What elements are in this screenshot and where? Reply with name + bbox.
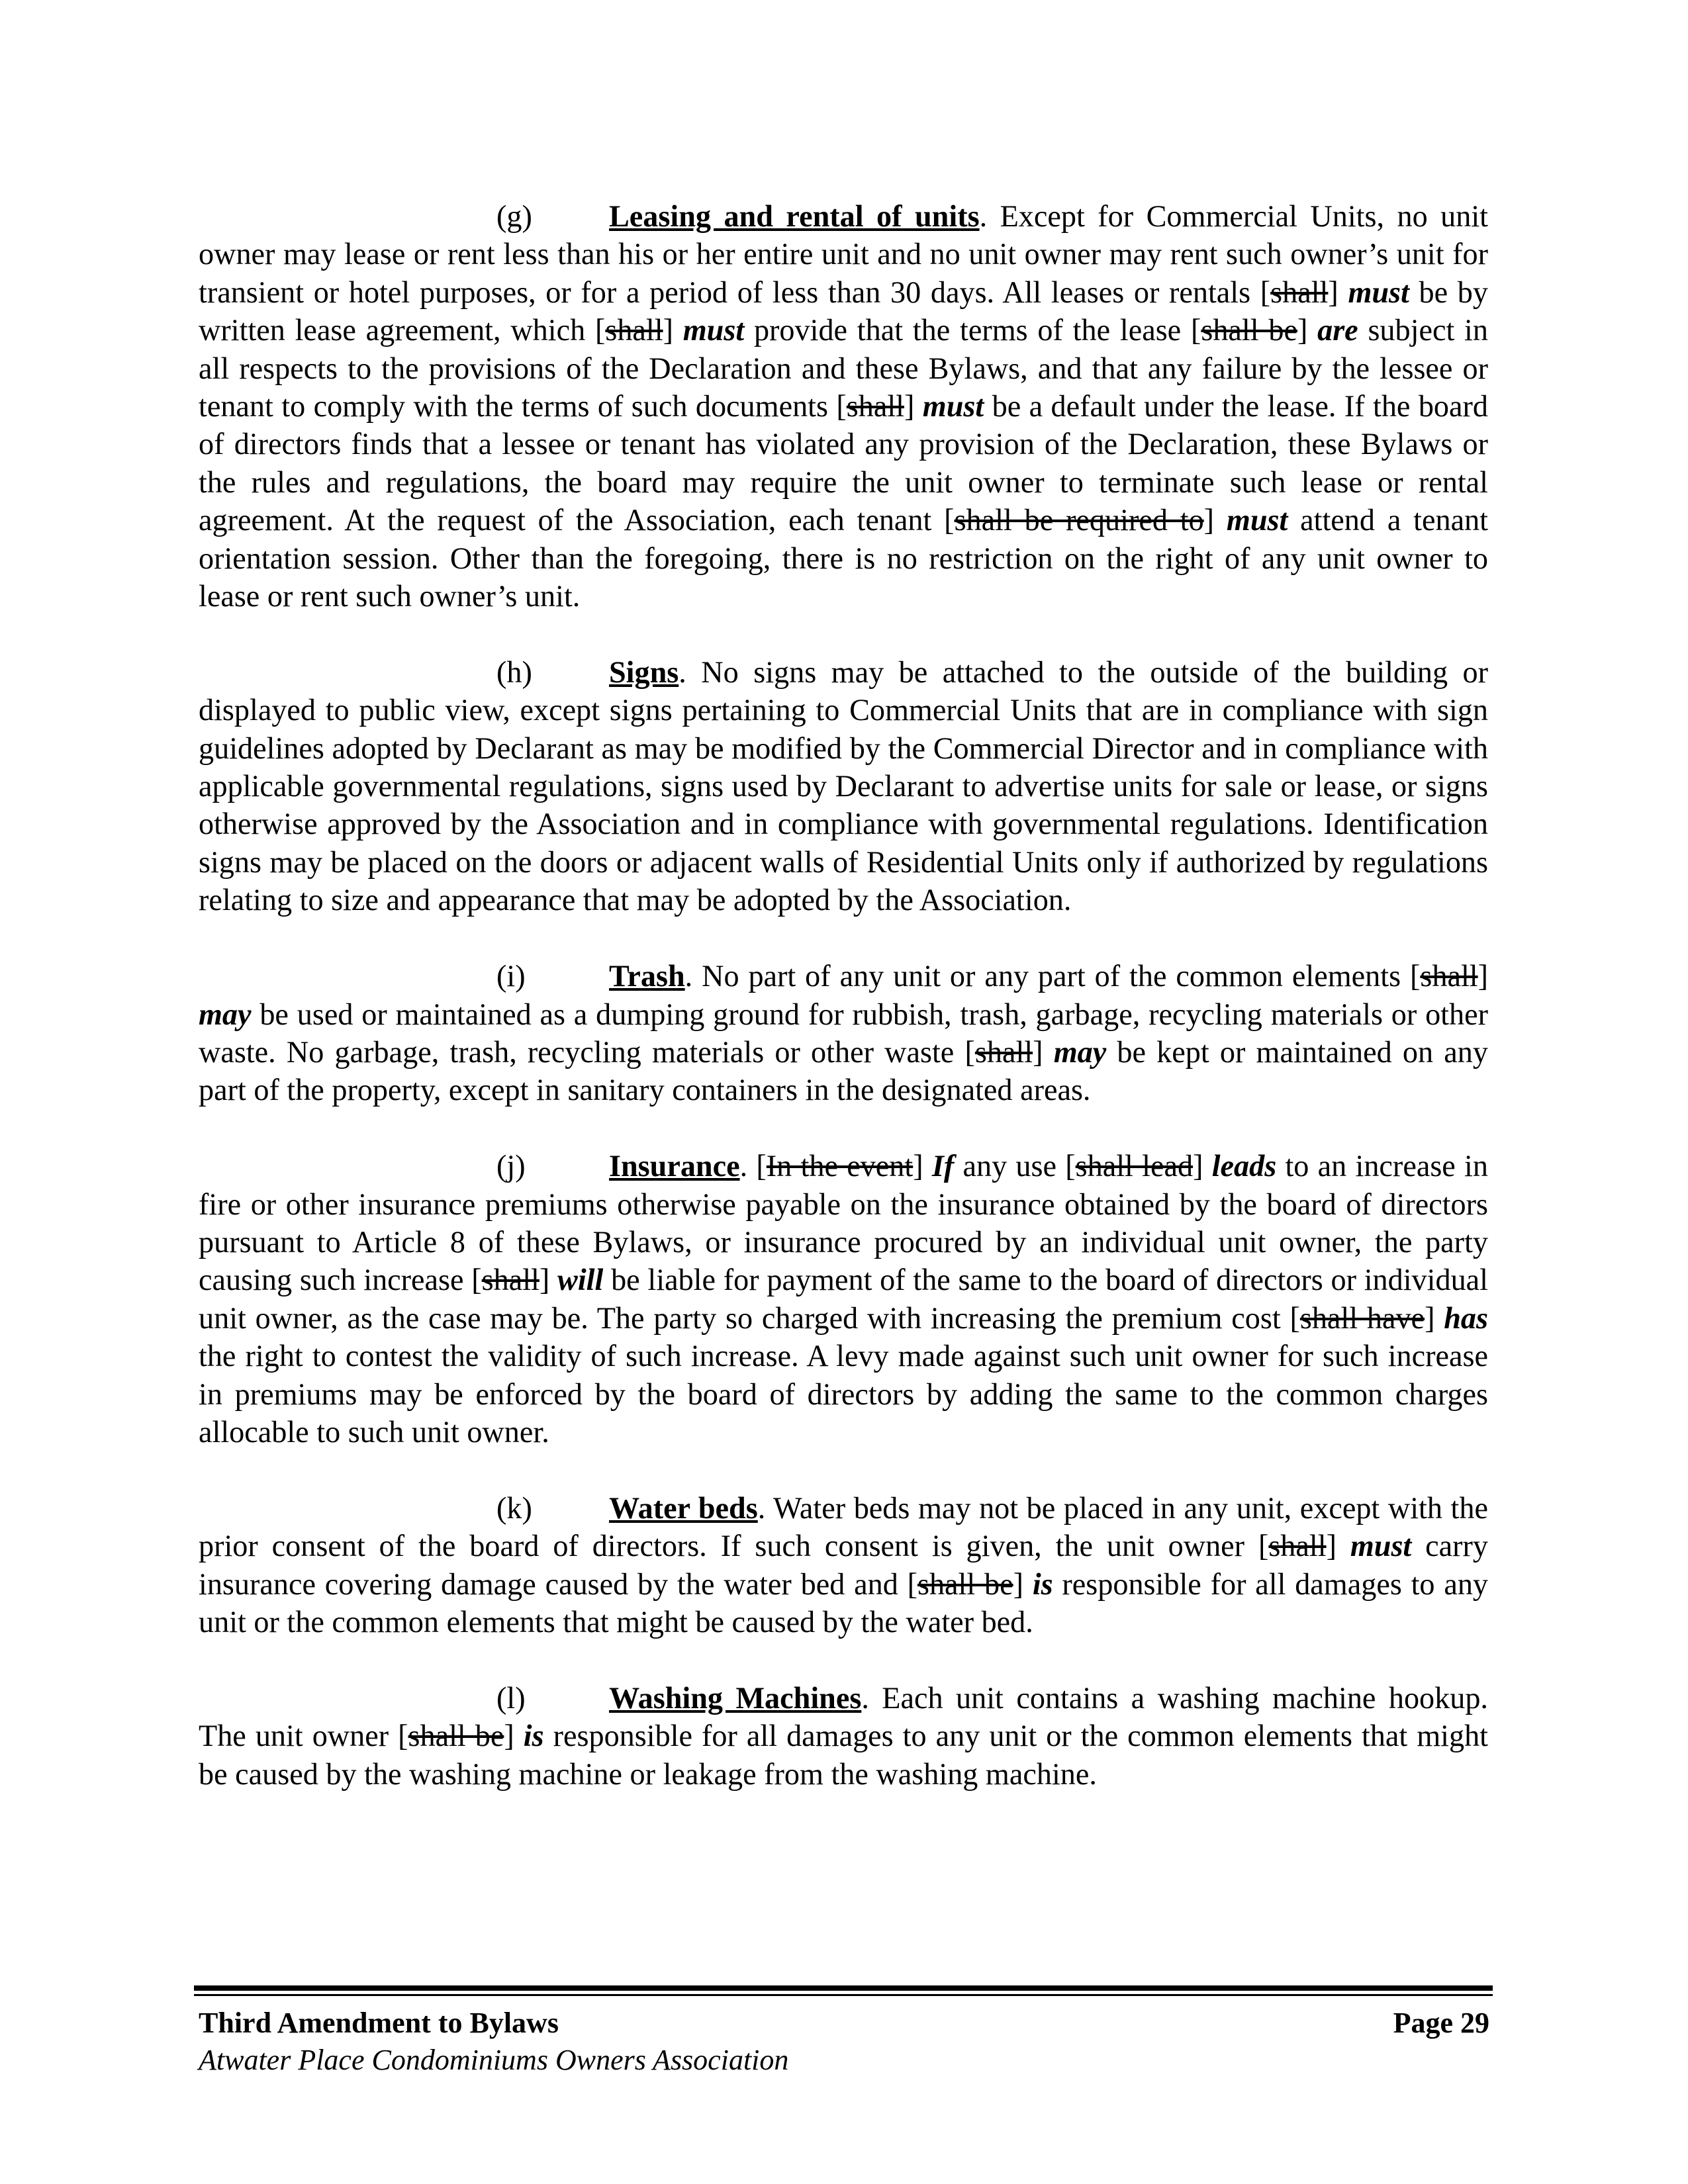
deleted-text: shall lead [1075,1149,1194,1183]
inserted-text: is [1032,1567,1053,1601]
inserted-text: must [1350,1529,1412,1563]
body-text-run: subject in all respects to the provisions of the Declaration and these Bylaws, and that any failure by the lessee or tenant to comply with the terms of such documents [ [199,313,1488,424]
body-text-run: . No signs may be attached to the outside of the building or displayed to public view, except signs pertaining to Commercial Units that are in compliance with sign guidelines adopted by Declarant as may be modified by the Commercial Director and in compliance with applicable governmental regulations, signs used by Declarant to advertise units for sale or lease, or signs otherwise approved by the Association and in compliance with governmental regulations. Identification signs may be placed on the doors or adjacent walls of Residential Units only if authorized by regulations relating to size and appearance that may be adopted by the Association. [199,655,1488,917]
inserted-text: may [1053,1034,1107,1069]
deleted-text: shall have [1299,1300,1425,1335]
body-text-run: attend a tenant orientation session. Other than the foregoing, there is no restriction on the right of any unit owner to lease or rent such owner’s unit. [199,503,1488,614]
inserted-text: are [1317,313,1358,347]
section-number: (l) [496,1680,526,1715]
inserted-text: must [1226,503,1288,537]
body-text-run: . [ [739,1149,767,1183]
deleted-text: shall [974,1034,1033,1069]
inserted-text: is [523,1719,544,1753]
body-text-run: be kept or maintained on any part of the property, except in sanitary containers in the designated areas. [199,1034,1488,1107]
body-text-run: . Water beds may not be placed in any unit, except with the prior consent of the board of directors. If such consent is given, the unit owner [ [199,1490,1488,1563]
section-number: (h) [496,655,532,689]
body-text-run: . Except for Commercial Units, no unit owner may lease or rent less than his or her entire unit and no unit owner may rent such owner’s unit for transient or hotel purposes, or for a period of less than 30 days. All leases or rentals [ [199,199,1489,309]
section-body [199,1149,1488,1449]
deleted-text: shall [1420,959,1478,993]
body-text-run: . No part of any unit or any part of the common elements [ [684,959,1421,993]
body-text-run: ] [1033,1034,1054,1069]
deleted-text: shall be [408,1719,504,1753]
inserted-text: will [557,1263,604,1297]
section-heading: Washing Machines [609,1680,862,1715]
body-text-run: provide that the terms of the lease [ [744,313,1201,347]
section-h [199,653,1488,919]
section-body [199,199,1488,613]
inserted-text: must [682,313,745,347]
section-g [199,197,1488,615]
section-heading: Trash [609,959,685,993]
body-text-run: ] [1297,313,1318,347]
deleted-text: shall [1268,1529,1327,1563]
deleted-text: shall be required to [954,503,1204,537]
body-text-run: ] [1328,275,1348,309]
body-text-run: responsible for all damages to any unit or the common elements that might be caused by the water bed. [199,1567,1489,1639]
body-text-run: ] [913,1149,932,1183]
body-text-run: ] [1203,503,1227,537]
deleted-text: shall [481,1263,539,1297]
body-text-run: ] [1477,959,1488,993]
body-text-run: . Each unit contains a washing machine hookup. The unit owner [ [199,1680,1488,1753]
section-heading: Signs [609,655,679,689]
section-number: (i) [496,959,526,993]
body-text-run: be a default under the lease. If the board of directors finds that a lessee or tenant has violated any provision of the Declaration, these Bylaws or the rules and regulations, the board may require the unit owner to terminate such lease or rental agreement. At the request of the Association, each tenant [ [199,389,1488,537]
section-i [199,957,1488,1109]
body-text-run: ] [1326,1529,1350,1563]
section-body [199,655,1488,917]
inserted-text: must [922,389,984,424]
section-number: (g) [496,199,532,233]
body-text-run: carry insurance covering damage caused by the water bed and [ [199,1529,1488,1601]
footer-association-name: Atwater Place Condominiums Owners Association [199,2044,789,2076]
body-text-run: any use [ [954,1149,1076,1183]
deleted-text: shall [605,313,663,347]
inserted-text: must [1348,275,1409,309]
section-k [199,1489,1488,1641]
footer-title: Third Amendment to Bylaws [199,2007,559,2039]
section-heading: Leasing and rental of units [609,199,980,233]
inserted-text: has [1444,1300,1489,1335]
inserted-text: If [931,1149,955,1183]
body-text-run: ] [663,313,683,347]
bylaws-body [199,197,1488,1831]
body-text-run: be liable for payment of the same to the board of directors or individual unit owner, as the case may be. The party so charged with increasing the premium cost [ [199,1263,1489,1335]
section-heading: Water beds [609,1490,758,1525]
body-text-run: to an increase in fire or other insurance premiums otherwise payable on the insurance obtained by the board of directors pursuant to Article 8 of these Bylaws, or insurance procured by an individual unit owner, the party causing such increase [ [199,1149,1488,1297]
body-text-run: ] [1013,1567,1033,1601]
section-j [199,1147,1488,1451]
inserted-text: leads [1211,1149,1277,1183]
body-text-run: ] [1425,1300,1444,1335]
body-text-run: the right to contest the validity of such increase. A levy made against such unit owner for such increase in premiums may be enforced by the board of directors by adding the same to the common charges allocable to such unit owner. [199,1339,1488,1449]
deleted-text: shall [1270,275,1329,309]
body-text-run: be by written lease agreement, which [ [199,275,1488,347]
body-text-run: ] [539,1263,558,1297]
deleted-text: shall [846,389,904,424]
page-number: Page 29 [1393,2007,1489,2039]
deleted-text: shall be [1201,313,1297,347]
deleted-text: shall be [917,1567,1013,1601]
deleted-text: In the event [766,1149,914,1183]
footer-rule-thick [194,1985,1493,1991]
body-text-run: responsible for all damages to any unit or the common elements that might be caused by the washing machine or leakage from the washing machine. [199,1719,1489,1791]
body-text-run: ] [504,1719,524,1753]
section-heading: Insurance [609,1149,740,1183]
section-body [199,959,1488,1107]
body-text-run: ] [904,389,923,424]
body-text-run: ] [1193,1149,1212,1183]
section-l [199,1679,1488,1793]
section-number: (j) [496,1149,526,1183]
inserted-text: may [199,997,252,1031]
section-body [199,1491,1488,1639]
footer-rule-thin [194,1994,1493,1996]
body-text-run: be used or maintained as a dumping ground for rubbish, trash, garbage, recycling materials or other waste. No garbage, trash, recycling materials or other waste [ [199,997,1488,1069]
section-number: (k) [496,1490,532,1525]
